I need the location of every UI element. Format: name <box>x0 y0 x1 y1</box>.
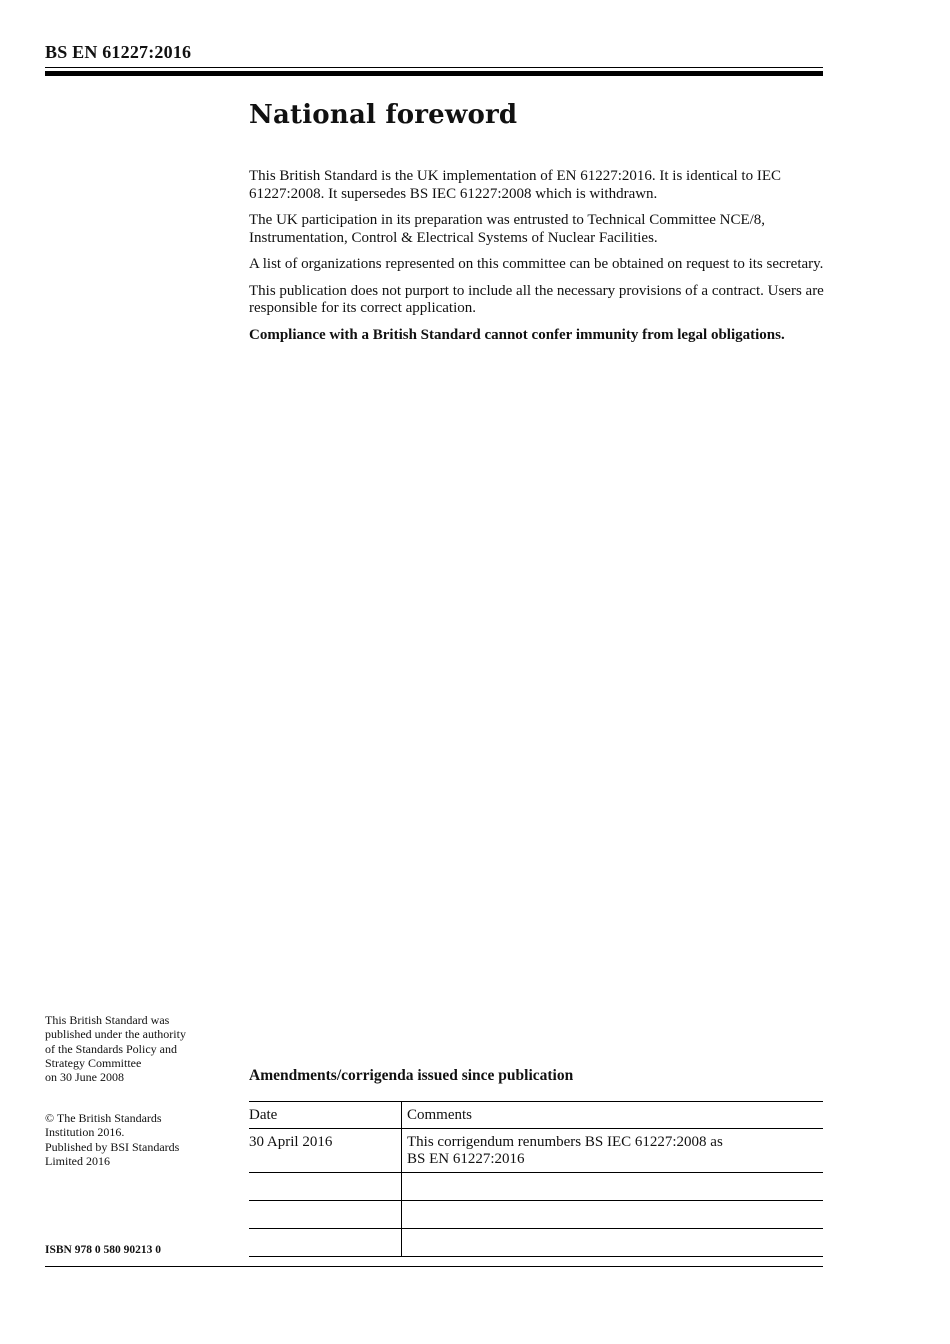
amendment-comment-line: This corrigendum renumbers BS IEC 61227:2008 as <box>407 1134 723 1150</box>
table-row-empty <box>249 1173 823 1201</box>
amendment-date: 30 April 2016 <box>249 1129 402 1173</box>
compliance-note: Compliance with a British Standard cannot confer immunity from legal obligations. <box>249 326 785 343</box>
table-header-row <box>249 1102 823 1129</box>
publication-line: This British Standard was <box>45 1013 170 1027</box>
publication-line: Strategy Committee <box>45 1055 142 1070</box>
header-rule-thin <box>45 67 823 68</box>
foreword-section <box>249 100 829 353</box>
foreword-paragraph-4: This publication does not purport to include all the necessary provisions of a contract. Users are responsible for its correct application. <box>249 282 824 316</box>
header-rule-thick <box>45 71 823 76</box>
publication-line: on 30 June 2008 <box>45 1070 124 1085</box>
amendments-table <box>249 1101 823 1257</box>
page-title: National foreword <box>249 100 518 130</box>
publication-line: of the Standards Policy and <box>45 1041 177 1056</box>
isbn: ISBN 978 0 580 90213 0 <box>45 1244 161 1256</box>
table-row-empty <box>249 1201 823 1229</box>
copyright-note <box>45 1111 230 1168</box>
amendments-heading: Amendments/corrigenda issued since publication <box>249 1067 574 1084</box>
column-header-comments: Comments <box>402 1102 824 1129</box>
copyright-line: Limited 2016 <box>45 1153 110 1168</box>
copyright-line: © The British Standards <box>45 1111 162 1125</box>
footer-rule <box>45 1266 823 1267</box>
copyright-line: Published by BSI Standards <box>45 1139 180 1154</box>
foreword-paragraph-1: This British Standard is the UK implementation of EN 61227:2016. It is identical to IEC 61227:2008. It supersedes BS IEC 61227:2008 which is withdrawn. <box>249 168 782 202</box>
standard-code: BS EN 61227:2016 <box>45 42 192 62</box>
copyright-line: Institution 2016. <box>45 1125 125 1140</box>
amendment-comment <box>402 1129 824 1173</box>
amendment-comment-line: BS EN 61227:2016 <box>407 1151 525 1167</box>
table-row <box>249 1129 823 1173</box>
publication-line: published under the authority <box>45 1027 186 1042</box>
foreword-paragraph-2: The UK participation in its preparation was entrusted to Technical Committee NCE/8, Instrumentation, Control & Electrical Systems of Nuclear Facilities. <box>249 212 766 246</box>
publication-note <box>45 1013 230 1084</box>
column-header-date: Date <box>249 1102 402 1129</box>
table-row-empty <box>249 1229 823 1257</box>
foreword-paragraph-3: A list of organizations represented on this committee can be obtained on request to its secretary. <box>249 256 824 272</box>
